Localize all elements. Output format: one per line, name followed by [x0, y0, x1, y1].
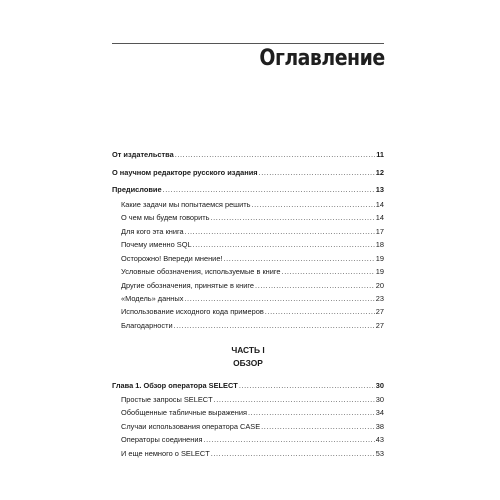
toc-entry-label: Использование исходного кода примеров: [121, 307, 264, 316]
part-name: ОБЗОР: [233, 358, 263, 368]
toc-subentry[interactable]: [121, 422, 384, 432]
dot-leader: [193, 240, 375, 250]
toc-subentry[interactable]: [121, 395, 384, 405]
dot-leader: [239, 381, 375, 391]
toc-entry-page: 27: [375, 321, 384, 330]
toc-entry-label: Для кого эта книга: [121, 227, 184, 236]
dot-leader: [211, 213, 375, 223]
toc-subentry[interactable]: [121, 281, 384, 291]
toc-entry-label: Случаи использования оператора CASE: [121, 422, 261, 431]
toc-entry-page: 18: [375, 240, 384, 249]
dot-leader: [214, 395, 375, 405]
dot-leader: [204, 435, 375, 445]
toc-entry-page: 13: [375, 185, 384, 194]
dot-leader: [185, 227, 375, 237]
toc-entry-label: Глава 1. Обзор оператора SELECT: [112, 381, 238, 390]
toc-entry-label: Операторы соединения: [121, 435, 203, 444]
dot-leader: [261, 422, 375, 432]
toc-subentry[interactable]: [121, 408, 384, 418]
toc-subentry[interactable]: [121, 321, 384, 331]
toc-entry-page: 53: [375, 449, 384, 458]
toc-entry-page: 27: [375, 307, 384, 316]
dot-leader: [255, 281, 375, 291]
toc-subentry[interactable]: [121, 267, 384, 277]
toc-entry-preface[interactable]: [112, 185, 384, 195]
page-title: Оглавление: [259, 46, 385, 71]
toc-entry-page: 17: [375, 227, 384, 236]
toc-entry-label: От издательства: [112, 150, 174, 159]
toc-entry-page: 34: [375, 408, 384, 417]
toc-subentry[interactable]: [121, 254, 384, 264]
toc-entry-page: 23: [375, 294, 384, 303]
toc-subentry[interactable]: [121, 200, 384, 210]
toc-entry-label: «Модель» данных: [121, 294, 184, 303]
toc-entry-label: Благодарности: [121, 321, 173, 330]
toc-entry-label: Какие задачи мы попытаемся решить: [121, 200, 251, 209]
toc-entry-page: 14: [375, 200, 384, 209]
toc-entry-editor[interactable]: [112, 168, 384, 178]
toc-entry-label: Предисловие: [112, 185, 162, 194]
toc-entry-label: И еще немного о SELECT: [121, 449, 210, 458]
dot-leader: [282, 267, 375, 277]
toc-entry-chapter-1[interactable]: [112, 381, 384, 391]
dot-leader: [259, 168, 375, 178]
toc-entry-page: 20: [375, 281, 384, 290]
toc-entry-page: 11: [376, 150, 384, 159]
toc-subentry[interactable]: [121, 213, 384, 223]
toc-entry-publisher[interactable]: [112, 150, 384, 160]
dot-leader: [184, 294, 374, 304]
dot-leader: [163, 185, 375, 195]
toc-entry-page: 14: [375, 213, 384, 222]
dot-leader: [248, 408, 375, 418]
toc-entry-page: 30: [375, 395, 384, 404]
toc-entry-page: 30: [375, 381, 384, 390]
part-number: ЧАСТЬ I: [231, 345, 265, 355]
toc-subentry[interactable]: [121, 227, 384, 237]
toc-subentry[interactable]: [121, 294, 384, 304]
toc-subentry[interactable]: [121, 240, 384, 250]
toc-entry-page: 19: [375, 267, 384, 276]
toc-entry-page: 38: [375, 422, 384, 431]
dot-leader: [211, 449, 375, 459]
dot-leader: [223, 254, 374, 264]
toc-entry-label: Условные обозначения, используемые в книге: [121, 267, 281, 276]
toc-entry-page: 19: [375, 254, 384, 263]
toc-entry-label: Другие обозначения, принятые в книге: [121, 281, 255, 290]
dot-leader: [175, 150, 375, 160]
toc-entry-label: О научном редакторе русского издания: [112, 168, 258, 177]
dot-leader: [251, 200, 374, 210]
toc-subentry[interactable]: [121, 449, 384, 459]
dot-leader: [265, 307, 375, 317]
toc-subentry[interactable]: [121, 435, 384, 445]
toc-entry-page: 43: [375, 435, 384, 444]
toc-entry-label: Осторожно! Впереди мнение!: [121, 254, 223, 263]
toc-entry-label: Почему именно SQL: [121, 240, 192, 249]
toc-entry-page: 12: [375, 168, 384, 177]
toc-subentry[interactable]: [121, 307, 384, 317]
toc-entry-label: Обобщенные табличные выражения: [121, 408, 247, 417]
dot-leader: [174, 321, 375, 331]
toc-entry-label: О чем мы будем говорить: [121, 213, 210, 222]
toc-entry-label: Простые запросы SELECT: [121, 395, 213, 404]
